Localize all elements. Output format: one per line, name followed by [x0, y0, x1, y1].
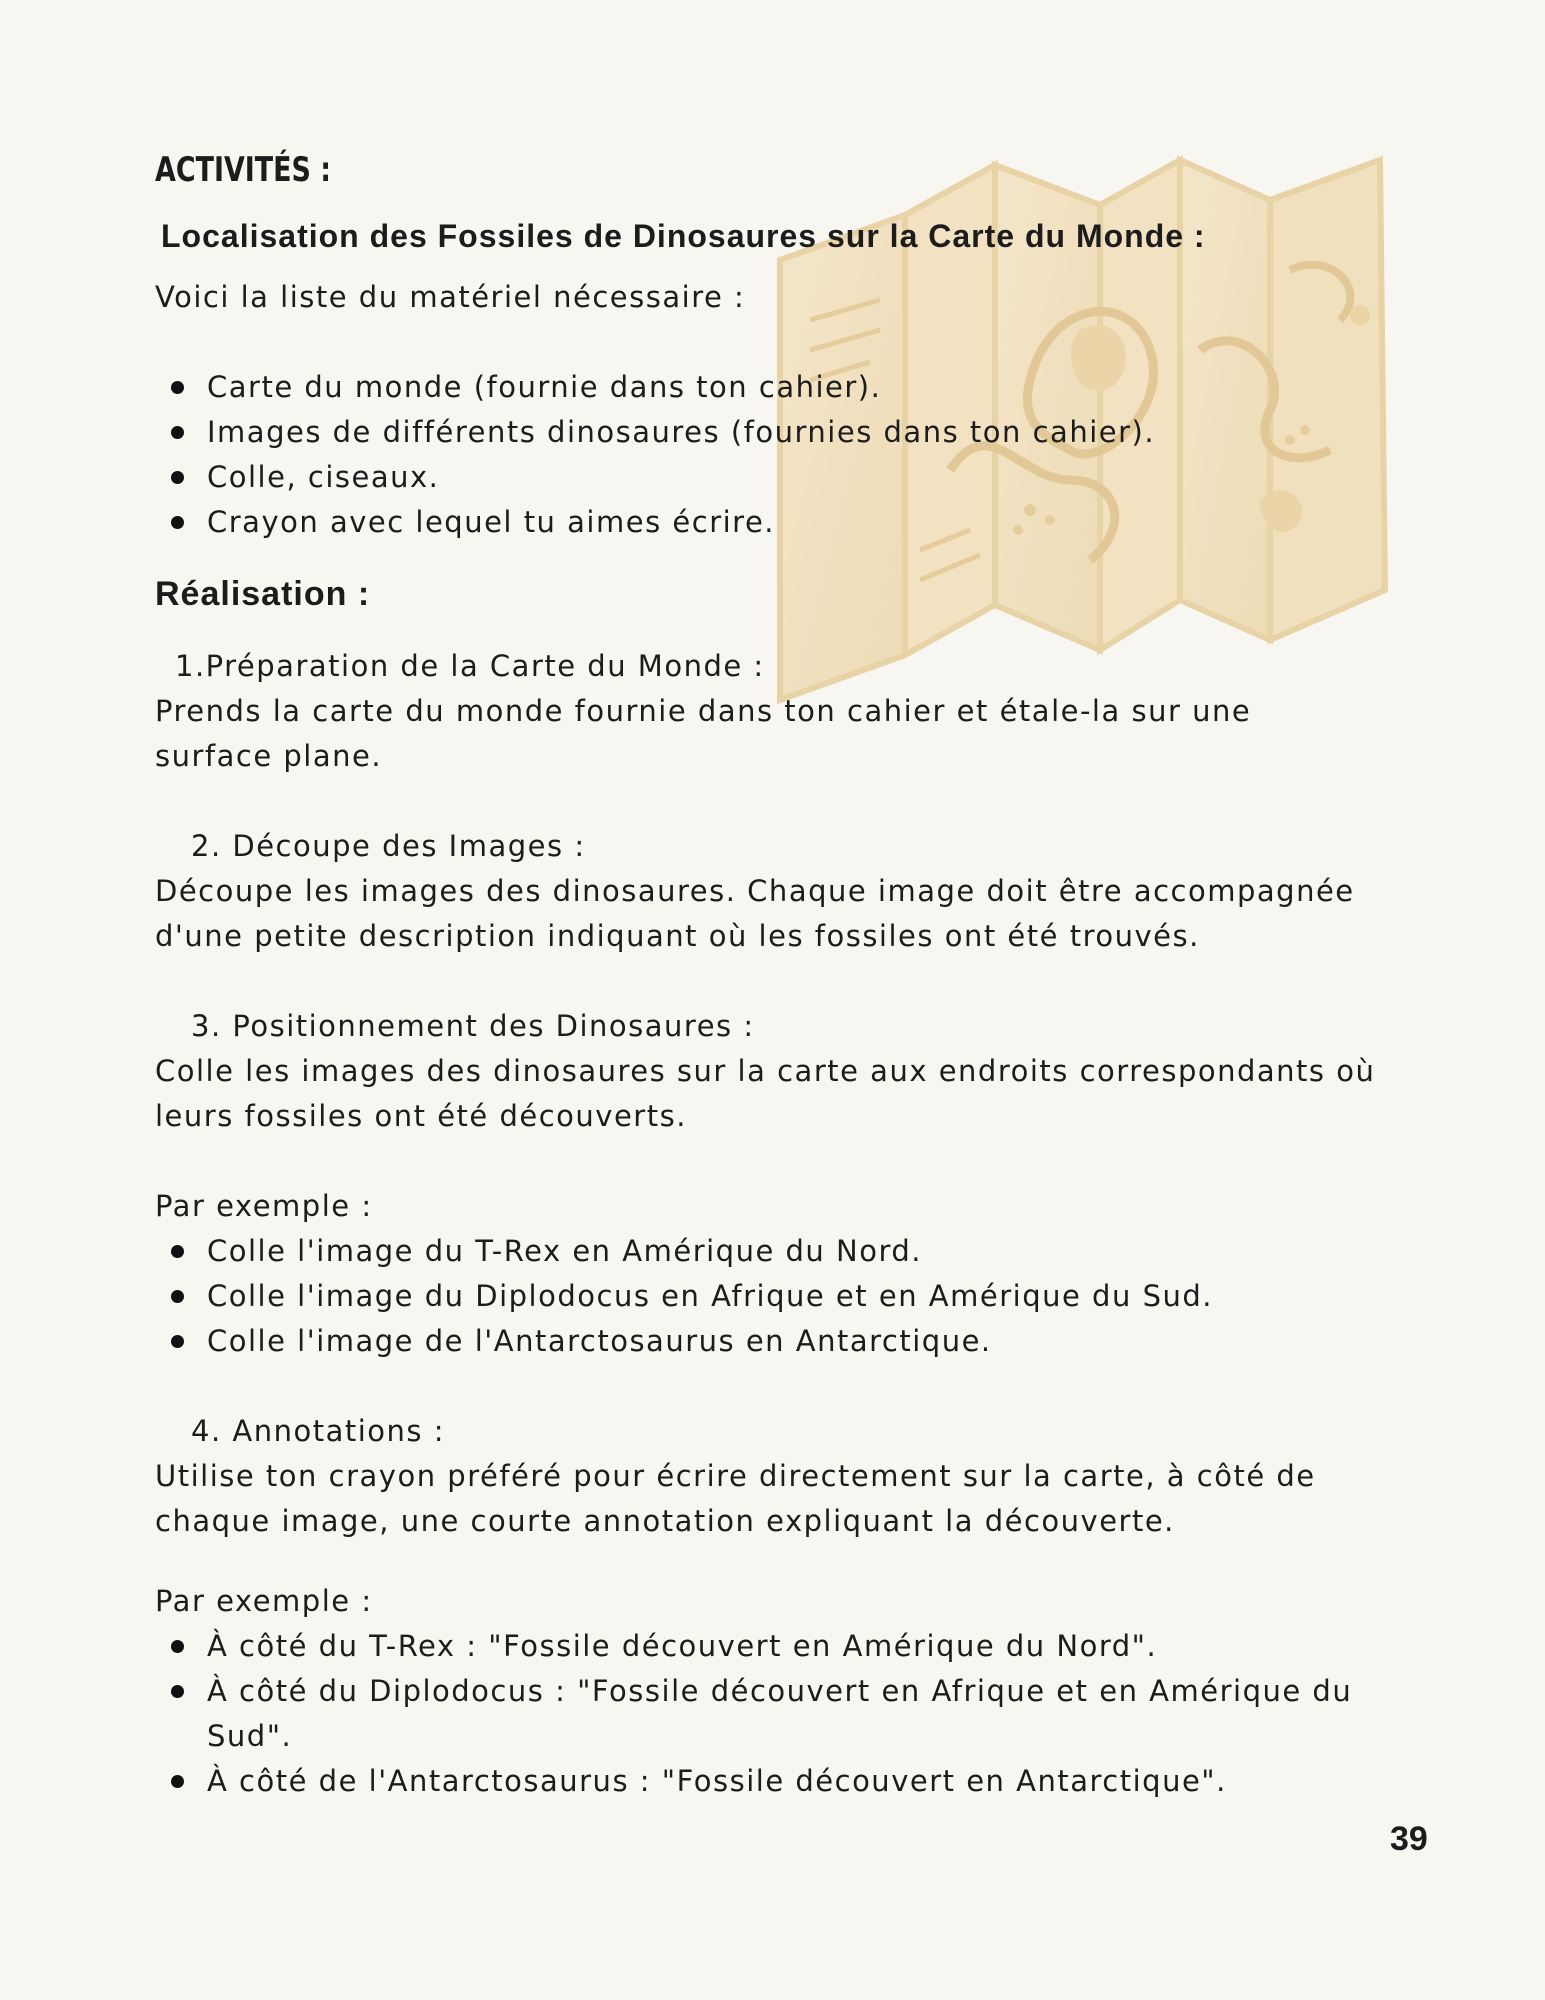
step-text: leurs fossiles ont été découverts.	[155, 1099, 687, 1133]
bullet-icon	[171, 1335, 184, 1348]
materials-intro: Voici la liste du matériel nécessaire :	[155, 280, 746, 314]
step-title: 3. Positionnement des Dinosaures :	[191, 1009, 755, 1043]
examples-list	[155, 1229, 1415, 1364]
page-content	[155, 150, 1415, 1804]
list-item: Colle, ciseaux.	[155, 455, 1415, 500]
step-text: Découpe les images des dinosaures. Chaque image doit être accompagnée	[155, 874, 1355, 908]
bullet-icon	[171, 1685, 184, 1698]
realisation-title: Réalisation :	[155, 575, 371, 613]
bullet-icon	[171, 1640, 184, 1653]
bullet-icon	[171, 1290, 184, 1303]
step-text: Utilise ton crayon préféré pour écrire directement sur la carte, à côté de	[155, 1459, 1316, 1493]
step-title: 2. Découpe des Images :	[191, 829, 586, 863]
list-item: Carte du monde (fournie dans ton cahier).	[155, 365, 1415, 410]
list-item: À côté du Diplodocus : "Fossile découvert en Afrique et en Amérique du Sud".	[155, 1669, 1415, 1759]
step-text: Colle les images des dinosaures sur la carte aux endroits correspondants où	[155, 1054, 1376, 1088]
annotations-list	[155, 1624, 1415, 1804]
list-item: À côté de l'Antarctosaurus : "Fossile découvert en Antarctique".	[155, 1759, 1415, 1804]
step-title: 4. Annotations :	[191, 1414, 446, 1448]
list-item: Colle l'image du T-Rex en Amérique du Nord.	[155, 1229, 1415, 1274]
step-title: 1.Préparation de la Carte du Monde :	[175, 649, 765, 683]
step-text: chaque image, une courte annotation expliquant la découverte.	[155, 1504, 1175, 1538]
list-item: Colle l'image du Diplodocus en Afrique et en Amérique du Sud.	[155, 1274, 1415, 1319]
example-label: Par exemple :	[155, 1189, 373, 1223]
activity-title: Localisation des Fossiles de Dinosaures sur la Carte du Monde :	[161, 218, 1206, 254]
page-number: 39	[1390, 1820, 1428, 1858]
bullet-icon	[171, 1775, 184, 1788]
materials-list	[155, 365, 1415, 545]
list-item: À côté du T-Rex : "Fossile découvert en Amérique du Nord".	[155, 1624, 1415, 1669]
bullet-icon	[171, 1245, 184, 1258]
list-item: Colle l'image de l'Antarctosaurus en Antarctique.	[155, 1319, 1415, 1364]
bullet-icon	[171, 426, 184, 439]
step-text: Prends la carte du monde fournie dans ton cahier et étale-la sur une	[155, 694, 1252, 728]
example-label: Par exemple :	[155, 1584, 373, 1618]
step-text: d'une petite description indiquant où les fossiles ont été trouvés.	[155, 919, 1200, 953]
list-item: Crayon avec lequel tu aimes écrire.	[155, 500, 1415, 545]
step-text: surface plane.	[155, 739, 383, 773]
bullet-icon	[171, 471, 184, 484]
list-item: Images de différents dinosaures (fournies dans ton cahier).	[155, 410, 1415, 455]
section-label: ACTIVITÉS :	[155, 150, 332, 190]
bullet-icon	[171, 381, 184, 394]
bullet-icon	[171, 516, 184, 529]
